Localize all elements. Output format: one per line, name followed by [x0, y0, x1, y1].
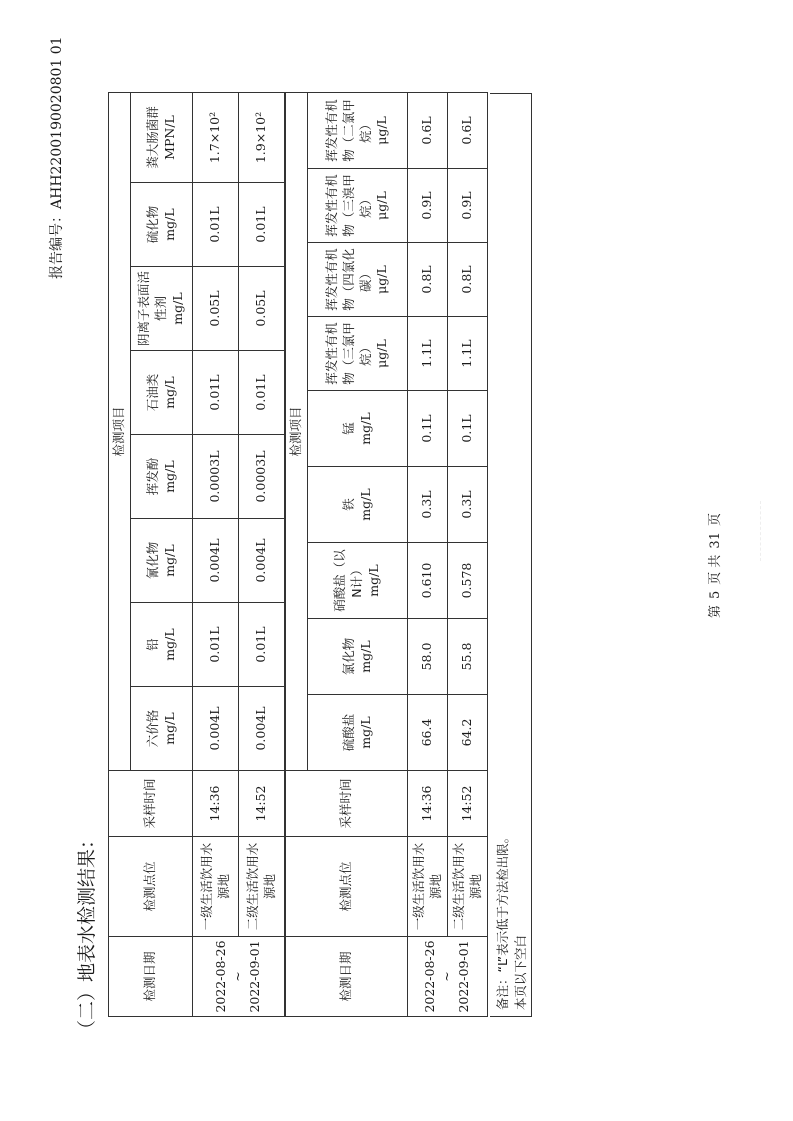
header-date: 检测日期 — [286, 937, 408, 1017]
table-row — [239, 92, 285, 1016]
point-cell: 一级生活饮用水源地 — [193, 837, 239, 937]
report-number: 报告编号：AHH2200190020801 01 — [49, 36, 65, 279]
value-cell: 0.0003L — [239, 435, 285, 519]
value-cell: 66.4 — [408, 695, 448, 771]
point-cell: 二级生活饮用水源地 — [239, 837, 285, 937]
value-cell: 1.7×10² — [193, 92, 239, 182]
faint-bleed-through — [760, 501, 769, 561]
param-header: 硝酸盐（以N计） mg/L — [308, 543, 408, 619]
value-cell: 0.01L — [239, 351, 285, 435]
header-time: 采样时间 — [286, 771, 408, 837]
value-cell: 0.6L — [408, 92, 448, 168]
header-group: 检测项目 — [109, 92, 131, 770]
value-cell: 0.004L — [239, 519, 285, 603]
value-cell: 0.578 — [448, 543, 488, 619]
table-row — [448, 92, 488, 1016]
param-header: 氰化物 mg/L — [131, 519, 193, 603]
time-cell: 14:52 — [448, 771, 488, 837]
value-cell: 0.9L — [408, 169, 448, 243]
point-cell: 一级生活饮用水源地 — [408, 837, 448, 937]
param-header: 六价铬 mg/L — [131, 687, 193, 771]
time-cell: 14:52 — [239, 771, 285, 837]
value-cell: 0.8L — [448, 243, 488, 317]
value-cell: 64.2 — [448, 695, 488, 771]
value-cell: 0.0003L — [193, 435, 239, 519]
header-date: 检测日期 — [109, 937, 193, 1017]
note-line: 本页以下空白 — [512, 934, 528, 1010]
header-group: 检测项目 — [286, 92, 308, 770]
param-header: 阴离子表面活性剂 mg/L — [131, 267, 193, 351]
value-cell: 0.004L — [193, 687, 239, 771]
value-cell: 1.1L — [448, 317, 488, 391]
value-cell: 0.8L — [408, 243, 448, 317]
param-header: 石油类 mg/L — [131, 351, 193, 435]
value-cell: 1.9×10² — [239, 92, 285, 182]
param-header: 挥发性有机物（二氯甲烷） μg/L — [308, 92, 408, 168]
value-cell: 0.6L — [448, 92, 488, 168]
param-header: 锰 mg/L — [308, 391, 408, 467]
point-cell: 二级生活饮用水源地 — [448, 837, 488, 937]
param-header: 挥发性有机物（四氯化碳） μg/L — [308, 243, 408, 317]
value-cell: 0.01L — [239, 183, 285, 267]
value-cell: 0.3L — [448, 467, 488, 543]
page-number: 5 — [708, 590, 723, 599]
param-header: 硫酸盐 mg/L — [308, 695, 408, 771]
value-cell: 0.1L — [448, 391, 488, 467]
value-cell: 0.004L — [193, 519, 239, 603]
value-cell: 0.3L — [408, 467, 448, 543]
param-header: 氯化物 mg/L — [308, 619, 408, 695]
notes-box — [490, 93, 532, 1017]
value-cell: 0.004L — [239, 687, 285, 771]
value-cell: 0.01L — [193, 603, 239, 687]
page-total: 31 — [708, 532, 723, 549]
value-cell: 0.1L — [408, 391, 448, 467]
date-range-cell: 2022-08-26 ~ 2022-09-01 — [408, 937, 488, 1017]
header-point: 检测点位 — [286, 837, 408, 937]
param-header: 粪大肠菌群 MPN/L — [131, 92, 193, 182]
value-cell: 58.0 — [408, 619, 448, 695]
table-row — [408, 92, 448, 1016]
section-title: （二）地表水检测结果： — [76, 829, 98, 1039]
value-cell: 1.1L — [408, 317, 448, 391]
value-cell: 0.05L — [193, 267, 239, 351]
param-header: 挥发酚 mg/L — [131, 435, 193, 519]
param-header: 硫化物 mg/L — [131, 183, 193, 267]
value-cell: 0.9L — [448, 169, 488, 243]
param-header: 挥发性有机物（三氯甲烷） μg/L — [308, 317, 408, 391]
header-time: 采样时间 — [109, 771, 193, 837]
value-cell: 0.610 — [408, 543, 448, 619]
page-footer: 第5页 共31页 — [708, 513, 723, 618]
value-cell: 0.01L — [193, 183, 239, 267]
results-table-1 — [108, 92, 285, 1017]
note-line: 备注：“L”表示低于方法检出限。 — [495, 830, 510, 1010]
value-cell: 55.8 — [448, 619, 488, 695]
param-header: 铅 mg/L — [131, 603, 193, 687]
table-row — [193, 92, 239, 1016]
value-cell: 0.05L — [239, 267, 285, 351]
value-cell: 0.01L — [193, 351, 239, 435]
param-header: 挥发性有机物（三溴甲烷） μg/L — [308, 169, 408, 243]
time-cell: 14:36 — [408, 771, 448, 837]
date-range-cell: 2022-08-26 ~ 2022-09-01 — [193, 937, 285, 1017]
value-cell: 0.01L — [239, 603, 285, 687]
time-cell: 14:36 — [193, 771, 239, 837]
results-table-2 — [285, 92, 488, 1017]
header-point: 检测点位 — [109, 837, 193, 937]
param-header: 铁 mg/L — [308, 467, 408, 543]
